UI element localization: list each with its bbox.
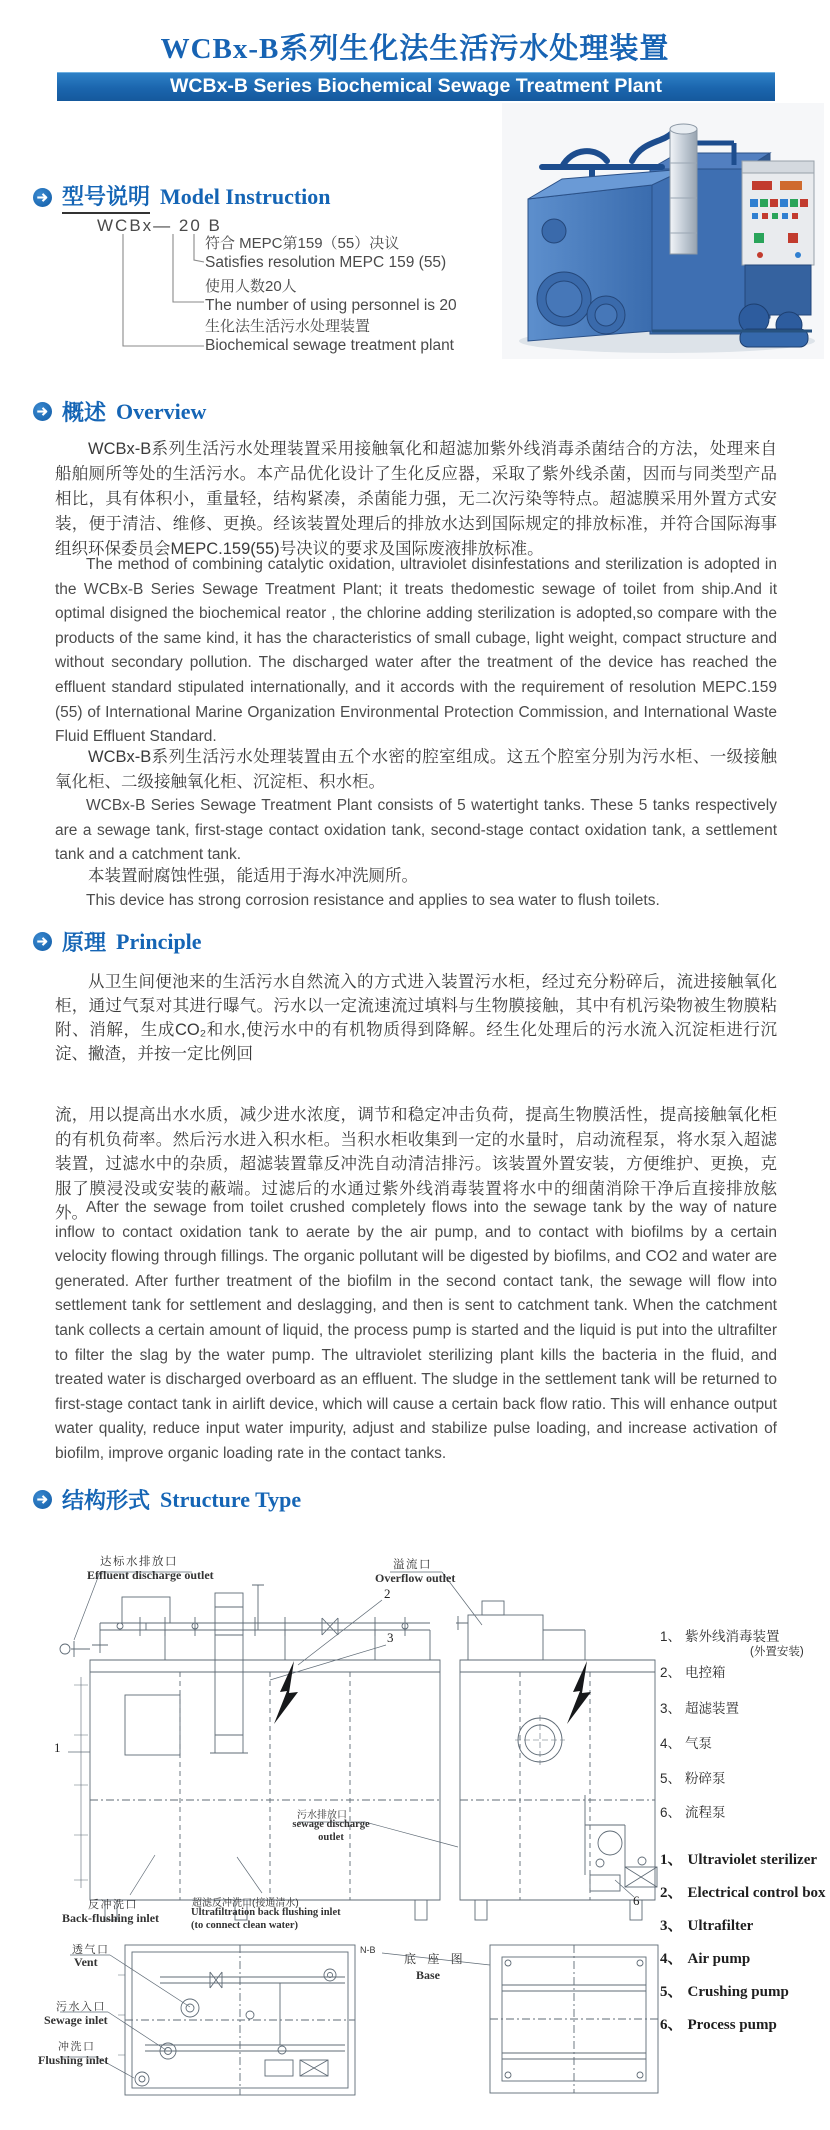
- base-label-en: Base: [416, 1968, 440, 1982]
- part-name: 超滤装置: [685, 1701, 740, 1716]
- part-number: 6、: [660, 2017, 683, 2033]
- parts-list-cn-item-4: [660, 1732, 712, 1752]
- section-arrow-icon: [33, 1490, 52, 1509]
- sewage-plant-photo-graphic: [502, 103, 824, 359]
- model-label-type: [205, 317, 454, 355]
- flushing-inlet-label-en: Flushing inlet: [38, 2053, 109, 2067]
- part-number: 1、: [660, 1852, 683, 1868]
- base-label-cn: 底 座 图: [404, 1952, 467, 1966]
- part-name: 气泵: [685, 1736, 713, 1751]
- sewage-inlet-label-en: Sewage inlet: [44, 2013, 108, 2027]
- parts-list-en-item-6: [660, 2013, 777, 2034]
- callout-3: 3: [387, 1630, 394, 1645]
- part-number: 4、: [660, 1951, 683, 1967]
- vent-label-cn: 透气口: [72, 1944, 110, 1956]
- model-label-personnel-cn: 使用人数20人: [205, 278, 297, 295]
- model-label-personnel: [205, 277, 457, 315]
- structure-heading-en: Structure Type: [160, 1486, 302, 1512]
- parts-list-cn-item-5: [660, 1767, 726, 1787]
- structure-heading-cn: 结构形式: [62, 1488, 151, 1513]
- part-name: Process pump: [687, 2017, 777, 2033]
- section-mark-bolt-left: [274, 1661, 298, 1724]
- sewage-discharge-outlet-label-cn: 污水排放口: [297, 1810, 347, 1821]
- model-label-type-cn: 生化法生活污水处理装置: [205, 318, 371, 335]
- model-label-mepc-cn: 符合 MEPC第159（55）决议: [205, 235, 400, 252]
- uf-back-flushing-inlet-label-cn: 超滤反冲洗口(接通清水): [192, 1898, 299, 1909]
- callout-6: 6: [633, 1893, 640, 1908]
- part-name: Air pump: [687, 1951, 751, 1967]
- product-photo: [502, 103, 824, 359]
- back-flushing-inlet-label-en: Back-flushing inlet: [62, 1911, 160, 1925]
- section-arrow-icon: [33, 402, 52, 421]
- back-flushing-inlet-label-cn: 反冲洗口: [88, 1899, 138, 1911]
- model-heading-en: Model Instruction: [160, 184, 331, 209]
- callout-1: 1: [54, 1740, 61, 1755]
- parts-list-en-item-4: [660, 1947, 750, 1968]
- principle-paragraph-cn-part1: 从卫生间便池来的生活污水自然流入的方式进入装置污水柜，经过充分粉碎后，流进接触氧化柜，通过气泵对其进行曝气。污水以一定流速流过填料与生物膜接触，其中有机污染物被生物膜粘附、消解，生成CO₂和水,使污水中的有机物质得到降解。经生化处理后的污水流入沉淀柜进行沉淀、撇渣，并按一定比例回: [55, 973, 777, 1063]
- title-banner: [57, 72, 775, 101]
- part-number: 3、: [660, 1918, 683, 1934]
- uf-back-flushing-inlet-label-en: Ultrafiltration back flushing inlet (to connect clean water): [191, 1907, 341, 1931]
- parts-list-cn-item-1-note: (外置安装): [750, 1646, 804, 1658]
- section-arrow-icon: [33, 188, 52, 207]
- parts-list-cn-item-1: [660, 1625, 780, 1645]
- model-label-type-en: Biochemical sewage treatment plant: [205, 337, 454, 354]
- part-name: Crushing pump: [687, 1984, 789, 2000]
- overview-heading-en: Overview: [116, 398, 207, 424]
- overview-tanks-cn: WCBx-B系列生活污水处理装置由五个水密的腔室组成。这五个腔室分别为污水柜、一级接触氧化柜、二级接触氧化柜、沉淀柜、积水柜。: [55, 748, 777, 791]
- principle-paragraph-cn-part2: 流，用以提高出水水质，减少进水浓度，调节和稳定冲击负荷，提高生物膜活性，提高接触氧化柜的有机负荷率。然后污水进入积水柜。当积水柜收集到一定的水量时，启动流程泵，将水泵入超滤装置，过滤水中的杂质，超滤装置靠反冲洗自动清洁排污。该装置外置安装，方便维护、更换，克服了膜浸没或安装的蔽端。过滤后的水通过紫外线消毒装置将水中的细菌消除干净后直接排放舷外。: [55, 1106, 777, 1222]
- overview-corrosion-cn: 本装置耐腐蚀性强，能适用于海水冲洗厕所。: [88, 867, 418, 885]
- model-heading-cn: 型号说明: [62, 180, 150, 214]
- model-code: WCBx— 20 B: [97, 216, 222, 235]
- part-number: 2、: [660, 1665, 682, 1680]
- part-number: 4、: [660, 1736, 682, 1751]
- part-number: 6、: [660, 1805, 682, 1820]
- part-name: Electrical control box: [687, 1885, 826, 1901]
- part-number: 5、: [660, 1984, 683, 2000]
- part-name: Ultrafilter: [687, 1918, 754, 1934]
- overview-corrosion-en: This device has strong corrosion resistance and applies to sea water to flush toilets.: [86, 892, 660, 909]
- parts-list-cn-item-6: [660, 1801, 726, 1821]
- part-name: Ultraviolet sterilizer: [687, 1852, 818, 1868]
- principle-section-header: [33, 926, 202, 957]
- part-number: 2、: [660, 1885, 683, 1901]
- title-banner-text: WCBx-B Series Biochemical Sewage Treatment Plant: [170, 75, 662, 97]
- nb-mark-label: N-B: [360, 1945, 376, 1955]
- page-title: WCBx-B系列生化法生活污水处理装置: [160, 33, 670, 65]
- sewage-inlet-label-cn: 污水入口: [56, 2001, 106, 2013]
- effluent-outlet-label-cn: 达标水排放口: [100, 1556, 178, 1568]
- overview-paragraph-en: The method of combining catalytic oxidation, ultraviolet disinfestations and sterilization is adopted in the WCBx-B Series Sewage Treatment Plant; it treats thedomestic sewage of toilet from ship.And it optimal disigned the biochemical reator , the chlorine adding sterilization is adopted,so compare with the products of the same kind, it has the characteristics of small cubage, light weight, compact structure and without secondary pollution. The discharged water after the treatment of the device has reached the effluent standard stipulated internationally, and it accords with the requirement of resolution MEPC.159 (55) of International Marine Organization Environmental Protection Commission, and International Waste Fluid Effluent Standard.: [55, 556, 777, 746]
- part-name: 流程泵: [685, 1805, 726, 1820]
- principle-paragraph-en: After the sewage from toilet crushed completely flows into the sewage tank by the way of nature inflow to contact oxidation tank to aerate by the air pump, and to contact with biofilms by a certain velocity flowing through fillings. The organic pollutant will be digested by biofilms, and CO2 and water are generated. After further treatment of the biofilm in the second contact tank, the sewage will flow into settlement tank for settlement and deslagging, and then is sent to catchment tank. When the catchment tank collects a certain amount of liquid, the process pump is started and the liquid is put into the ultrafilter to filter the slag by the water pump. The ultraviolet sterilizing plant kills the bacteria in the fluid, and treated water is discharged overboard as an effluent. The sludge in the settlement tank will be returned to first-stage contact tank in airlift device, which will cause a certain back flow ratio. This will enhance output water quality, reduce input water impurity, adjust and stabilize pulse loading, and increase activation of biofilm, improve organic loading rate in the contact tanks.: [55, 1199, 777, 1462]
- part-number: 1、: [660, 1629, 682, 1644]
- model-section-header: [33, 180, 331, 214]
- model-label-mepc: [205, 234, 446, 272]
- principle-heading-cn: 原理: [62, 930, 107, 955]
- section-mark-bolt-right: [567, 1661, 591, 1724]
- overview-heading-cn: 概述: [62, 400, 107, 425]
- part-number: 3、: [660, 1701, 682, 1716]
- overflow-outlet-label-en: Overflow outlet: [375, 1571, 456, 1585]
- part-name: 粉碎泵: [685, 1771, 726, 1786]
- overview-paragraph-cn: WCBx-B系列生活污水处理装置采用接触氧化和超滤加紫外线消毒杀菌结合的方法，处理来自船舶厕所等处的生活污水。本产品优化设计了生化反应器，采取了紫外线杀菌，因而与同类型产品相比，具有体积小，重量轻，结构紧凑，杀菌能力强，无二次污染等特点。超滤膜采用外置方式安装，便于清洁、维修、更换。经该装置处理后的排放水达到国际规定的排放标准，并符合国际海事组织环保委员会MEPC.159(55)号决议的要求及国际废液排放标准。: [55, 440, 777, 558]
- vent-label-en: Vent: [74, 1955, 98, 1969]
- part-name: 紫外线消毒装置: [685, 1629, 780, 1644]
- parts-list-cn-item-2: [660, 1661, 726, 1681]
- parts-list-en-item-3: [660, 1914, 753, 1935]
- overview-section-header: [33, 396, 206, 427]
- model-label-personnel-en: The number of using personnel is 20: [205, 297, 457, 314]
- overview-tanks-en: WCBx-B Series Sewage Treatment Plant consists of 5 watertight tanks. These 5 tanks respectively are a sewage tank, first-stage contact oxidation tank, second-stage contact oxidation tank, a settlement tank and a catchment tank.: [55, 797, 777, 864]
- part-number: 5、: [660, 1771, 682, 1786]
- callout-2: 2: [384, 1586, 391, 1601]
- model-diagram-lines: [90, 228, 220, 363]
- parts-list-en-item-1: [660, 1848, 817, 1869]
- overflow-outlet-label-cn: 溢流口: [393, 1559, 432, 1571]
- part-name: 电控箱: [685, 1665, 726, 1680]
- structure-section-header: [33, 1484, 301, 1515]
- model-label-mepc-en: Satisfies resolution MEPC 159 (55): [205, 254, 447, 271]
- parts-list-cn-item-3: [660, 1697, 739, 1717]
- sewage-discharge-outlet-label-en: sewage discharge outlet: [292, 1819, 370, 1843]
- parts-list-en-item-5: [660, 1980, 789, 2001]
- section-arrow-icon: [33, 932, 52, 951]
- effluent-outlet-label-en: Effluent discharge outlet: [87, 1568, 214, 1582]
- parts-list-en-item-2: [660, 1881, 826, 1902]
- principle-heading-en: Principle: [116, 928, 202, 954]
- flushing-inlet-label-cn: 冲洗口: [58, 2041, 96, 2053]
